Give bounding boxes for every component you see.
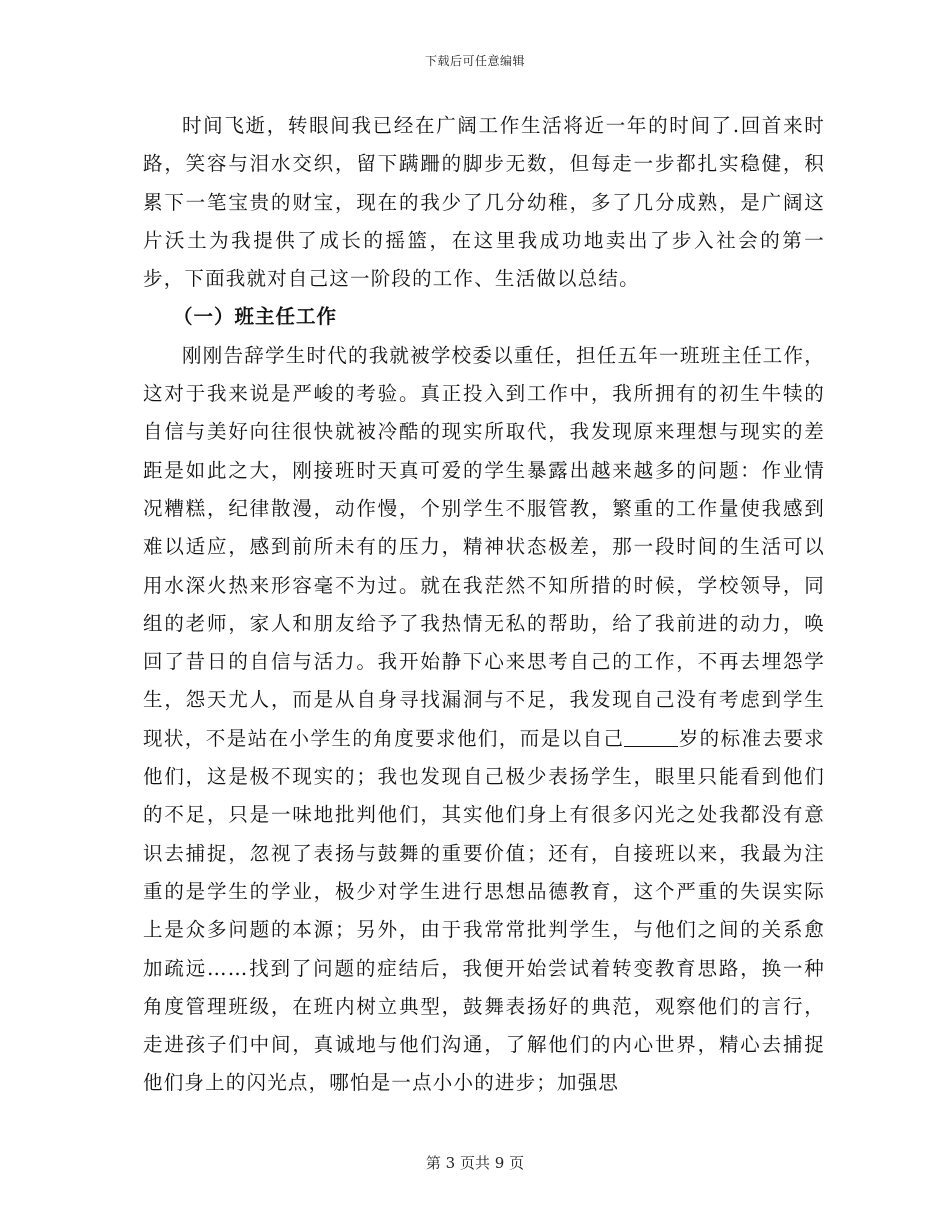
section-text-part-1: 刚刚告辞学生时代的我就被学校委以重任，担任五年一班班主任工作，这对于我来说是严峻的考验。真正投入到工作中，我所拥有的初生牛犊的自信与美好向往很快就被冷酷的现实所取代，我发现原来理想与现实的差距是如此之大，刚接班时天真可爱的学生暴露出越来越多的问题：作业情况糟糕，纪律散漫，动作慢，个别学生不服管教，繁重的工作量使我感到难以适应，感到前所未有的压力，精神状态极差，那一段时间的生活可以用水深火热来形容毫不为过。就在我茫然不知所措的时候，学校领导，同组的老师，家人和朋友给予了我热情无私的帮助，给了我前进的动力，唤回了昔日的自信与活力。我开始静下心来思考自己的工作，不再去埋怨学生，怨天尤人，而是从自身寻找漏洞与不足，我发现自己没有考虑到学生现状，不是站在小学生的角度要求他们，而是以自己 bbox=[143, 343, 825, 750]
section-paragraph bbox=[143, 337, 825, 1103]
document-body bbox=[143, 107, 825, 1103]
section-heading: （一）班主任工作 bbox=[173, 305, 338, 329]
page-header: 下载后可任意编辑 bbox=[424, 54, 525, 68]
section-text-part-2: 岁的标准去要求他们，这是极不现实的；我也发现自己极少表扬学生，眼里只能看到他们的不足，只是一味地批判他们，其实他们身上有很多闪光之处我都没有意识去捕捉，忽视了表扬与鼓舞的重要价值；还有，自接班以来，我最为注重的是学生的学业，极少对学生进行思想品德教育，这个严重的失误实际上是众多问题的本源；另外，由于我常常批判学生，与他们之间的关系愈加疏远……找到了问题的症结后，我便开始尝试着转变教育思路，换一种角度管理班级，在班内树立典型，鼓舞表扬好的典范，观察他们的言行，走进孩子们中间，真诚地与他们沟通，了解他们的内心世界，精心去捕捉他们身上的闪光点，哪怕是一点小小的进步；加强思 bbox=[143, 726, 825, 1095]
fill-in-blank bbox=[624, 726, 678, 747]
intro-paragraph: 时间飞逝，转眼间我已经在广阔工作生活将近一年的时间了.回首来时路，笑容与泪水交织，留下蹒跚的脚步无数，但每走一步都扎实稳健，积累下一笔宝贵的财宝，现在的我少了几分幼稚，多了几分成熟，是广阔这片沃土为我提供了成长的摇篮，在这里我成功地卖出了步入社会的第一步，下面我就对自己这一阶段的工作、生活做以总结。 bbox=[143, 114, 825, 291]
page-footer: 第 3 页共 9 页 bbox=[425, 1154, 525, 1172]
